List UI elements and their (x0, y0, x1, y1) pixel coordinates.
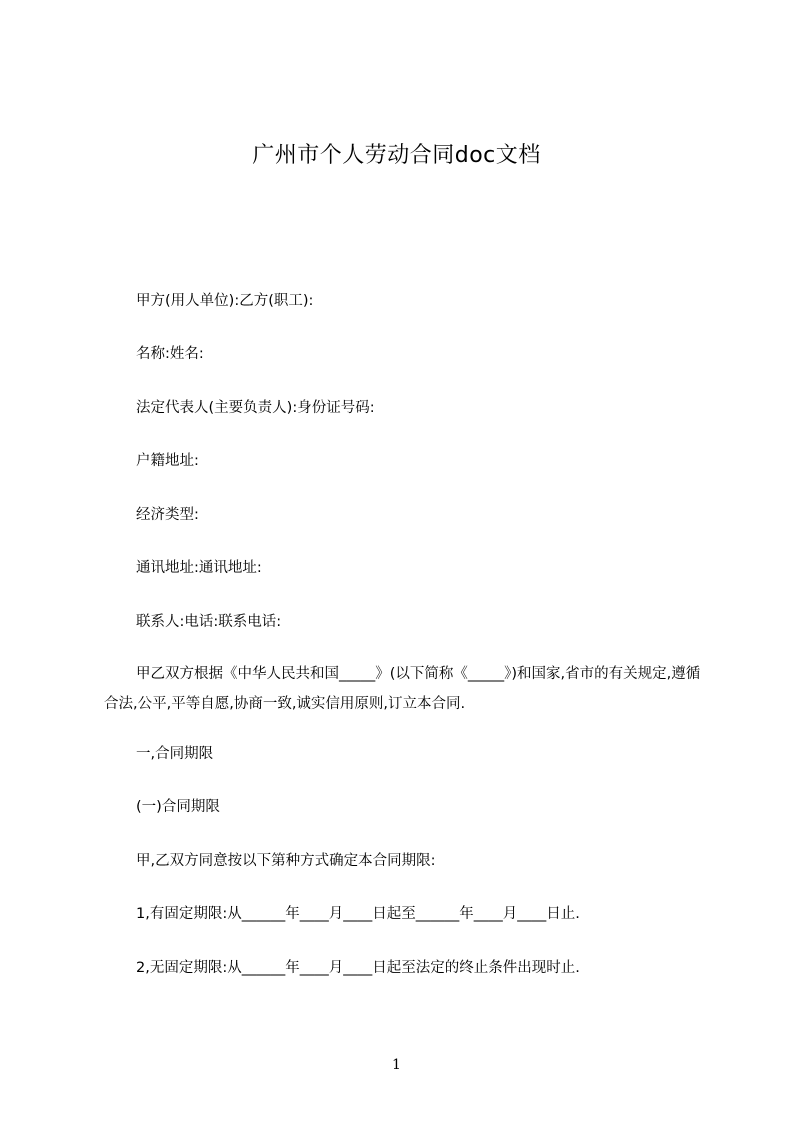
name-line: 名称:姓名: (136, 346, 204, 362)
term-intro-line: 甲,乙双方同意按以下第种方式确定本合同期限: (136, 853, 436, 869)
economic-type-line: 经济类型: (136, 507, 199, 523)
party-line: 甲方(用人单位):乙方(职工): (136, 293, 314, 309)
subsection-heading: (一)合同期限 (136, 799, 220, 815)
legal-representative-line: 法定代表人(主要负责人):身份证号码: (136, 400, 375, 416)
fixed-term-option: 1,有固定期限:从______年____月____日起至______年____月____日止. (136, 906, 580, 922)
household-address-line: 户籍地址: (136, 453, 199, 469)
preamble-paragraph: 甲乙双方根据《中华人民共和国_____》(以下简称《_____》)和国家,省市的有关规定,遵循合法,公平,平等自愿,协商一致,诚实信用原则,订立本合同. (104, 666, 701, 712)
open-term-option: 2,无固定期限:从______年____月____日起至法定的终止条件出现时止. (136, 960, 580, 976)
mailing-address-line: 通讯地址:通讯地址: (136, 560, 262, 576)
document-title: 广州市个人劳动合同doc文档 (252, 143, 541, 168)
section-heading: 一,合同期限 (136, 746, 214, 762)
page-number: 1 (392, 1057, 401, 1073)
contact-line: 联系人:电话:联系电话: (136, 614, 282, 630)
